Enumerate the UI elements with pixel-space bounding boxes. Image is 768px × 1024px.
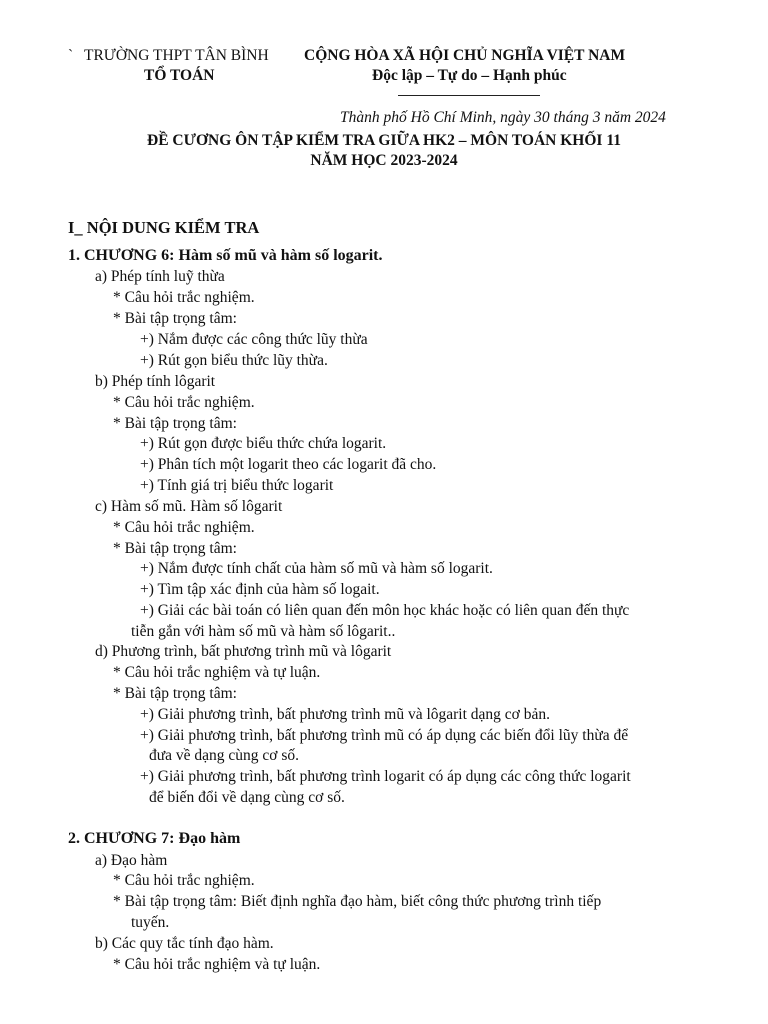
ch6-a-title: a) Phép tính luỹ thừa [95,268,225,285]
ch7-b-title: b) Các quy tắc tính đạo hàm. [95,935,274,952]
ch6-d-item-3: +) Giải phương trình, bất phương trình logarit có áp dụng các công thức logarit [140,768,631,785]
ch6-c-title: c) Hàm số mũ. Hàm số lôgarit [95,498,283,515]
ch7-a-title: a) Đạo hàm [95,852,168,869]
ch6-d-item-2: +) Giải phương trình, bất phương trình mũ có áp dụng các biến đổi lũy thừa để [140,727,629,744]
ch6-d-focus: * Bài tập trọng tâm: [113,685,237,702]
national-motto: Độc lập – Tự do – Hạnh phúc [372,67,567,84]
department-name: TỔ TOÁN [144,67,215,84]
ch6-a-focus: * Bài tập trọng tâm: [113,310,237,327]
chapter-7-heading: 2. CHƯƠNG 7: Đạo hàm [68,830,241,847]
header-tick: ` [68,47,74,64]
motto-underline [398,95,540,96]
ch6-b-focus: * Bài tập trọng tâm: [113,415,237,432]
ch6-c-item-1: +) Nắm được tính chất của hàm số mũ và hàm số logarit. [140,560,493,577]
ch6-c-item-3-cont: tiễn gắn với hàm số mũ và hàm số lôgarit.. [131,623,396,640]
ch6-b-title: b) Phép tính lôgarit [95,373,216,390]
ch6-c-item-2: +) Tìm tập xác định của hàm số logait. [140,581,380,598]
chapter-6-heading: 1. CHƯƠNG 6: Hàm số mũ và hàm số logarit. [68,247,383,264]
dateline: Thành phố Hồ Chí Minh, ngày 30 tháng 3 năm 2024 [340,109,666,126]
ch6-b-item-2: +) Phân tích một logarit theo các logarit đã cho. [140,456,437,473]
ch6-a-item-1: +) Nắm được các công thức lũy thừa [140,331,368,348]
ch6-b-item-3: +) Tính giá trị biểu thức logarit [140,477,334,494]
ch7-a-focus-cont: tuyến. [131,914,170,931]
ch7-a-mcq: * Câu hỏi trắc nghiệm. [113,872,255,889]
ch6-d-title: d) Phương trình, bất phương trình mũ và lôgarit [95,643,392,660]
ch6-a-item-2: +) Rút gọn biểu thức lũy thừa. [140,352,328,369]
ch6-d-item-2-cont: đưa về dạng cùng cơ số. [149,747,300,764]
ch6-d-mcq: * Câu hỏi trắc nghiệm và tự luận. [113,664,321,681]
ch7-a-focus: * Bài tập trọng tâm: Biết định nghĩa đạo hàm, biết công thức phương trình tiếp [113,893,602,910]
ch6-a-mcq: * Câu hỏi trắc nghiệm. [113,289,255,306]
document-title: ĐỀ CƯƠNG ÔN TẬP KIỂM TRA GIỮA HK2 – MÔN TOÁN KHỐI 11 [147,132,621,149]
section-heading: I_ NỘI DUNG KIỂM TRA [68,218,260,237]
ch6-c-mcq: * Câu hỏi trắc nghiệm. [113,519,255,536]
ch7-b-mcq: * Câu hỏi trắc nghiệm và tự luận. [113,956,321,973]
ch6-d-item-3-cont: để biến đổi về dạng cùng cơ số. [149,789,345,806]
nation-name: CỘNG HÒA XÃ HỘI CHỦ NGHĨA VIỆT NAM [304,47,626,64]
ch6-c-item-3: +) Giải các bài toán có liên quan đến môn học khác hoặc có liên quan đến thực [140,602,630,619]
ch6-d-item-1: +) Giải phương trình, bất phương trình mũ và lôgarit dạng cơ bản. [140,706,551,723]
ch6-b-mcq: * Câu hỏi trắc nghiệm. [113,394,255,411]
ch6-c-focus: * Bài tập trọng tâm: [113,540,237,557]
school-year: NĂM HỌC 2023-2024 [310,152,458,169]
school-name: TRƯỜNG THPT TÂN BÌNH [84,47,269,64]
ch6-b-item-1: +) Rút gọn được biểu thức chứa logarit. [140,435,387,452]
